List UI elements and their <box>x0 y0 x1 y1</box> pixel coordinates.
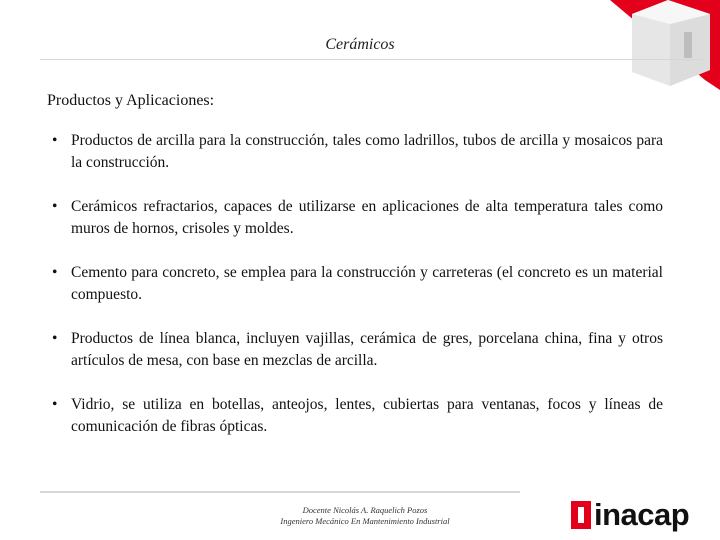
bullet-text: Cerámicos refractarios, capaces de utilizarse en aplicaciones de alta temperatura tales como muros de hornos, crisoles y moldes. <box>71 198 663 237</box>
inacap-logo <box>571 499 689 531</box>
bullet-icon: • <box>52 396 58 413</box>
brand-name: inacap <box>594 497 690 532</box>
bullet-icon: • <box>52 264 58 281</box>
list-item <box>46 196 663 240</box>
bullet-text: Productos de línea blanca, incluyen vajillas, cerámica de gres, porcelana china, fina y otros artículos de mesa, con base en mezclas de arcilla. <box>71 330 663 369</box>
bullet-icon: • <box>52 132 58 149</box>
slide-title: Cerámicos <box>325 36 395 53</box>
list-item <box>46 130 663 174</box>
list-item <box>46 262 663 306</box>
title-divider <box>40 59 702 60</box>
bullet-list <box>46 130 663 460</box>
footer-divider <box>40 491 520 493</box>
footer-line-1: Docente Nicolás A. Raquelich Pozos <box>302 505 428 515</box>
section-heading: Productos y Aplicaciones: <box>47 92 215 109</box>
list-item <box>46 328 663 372</box>
inacap-logo-icon <box>571 501 591 529</box>
footer-credits <box>230 505 500 527</box>
list-item <box>46 394 663 438</box>
bullet-text: Cemento para concreto, se emplea para la construcción y carreteras (el concreto es un material compuesto. <box>71 264 663 303</box>
bullet-text: Vidrio, se utiliza en botellas, anteojos, lentes, cubiertas para ventanas, focos y líneas de comunicación de fibras ópticas. <box>71 396 663 435</box>
bullet-icon: • <box>52 330 58 347</box>
footer-line-2: Ingeniero Mecánico En Mantenimiento Industrial <box>280 516 450 526</box>
bullet-text: Productos de arcilla para la construcción, tales como ladrillos, tubos de arcilla y mosaicos para la construcción. <box>71 132 663 171</box>
bullet-icon: • <box>52 198 58 215</box>
